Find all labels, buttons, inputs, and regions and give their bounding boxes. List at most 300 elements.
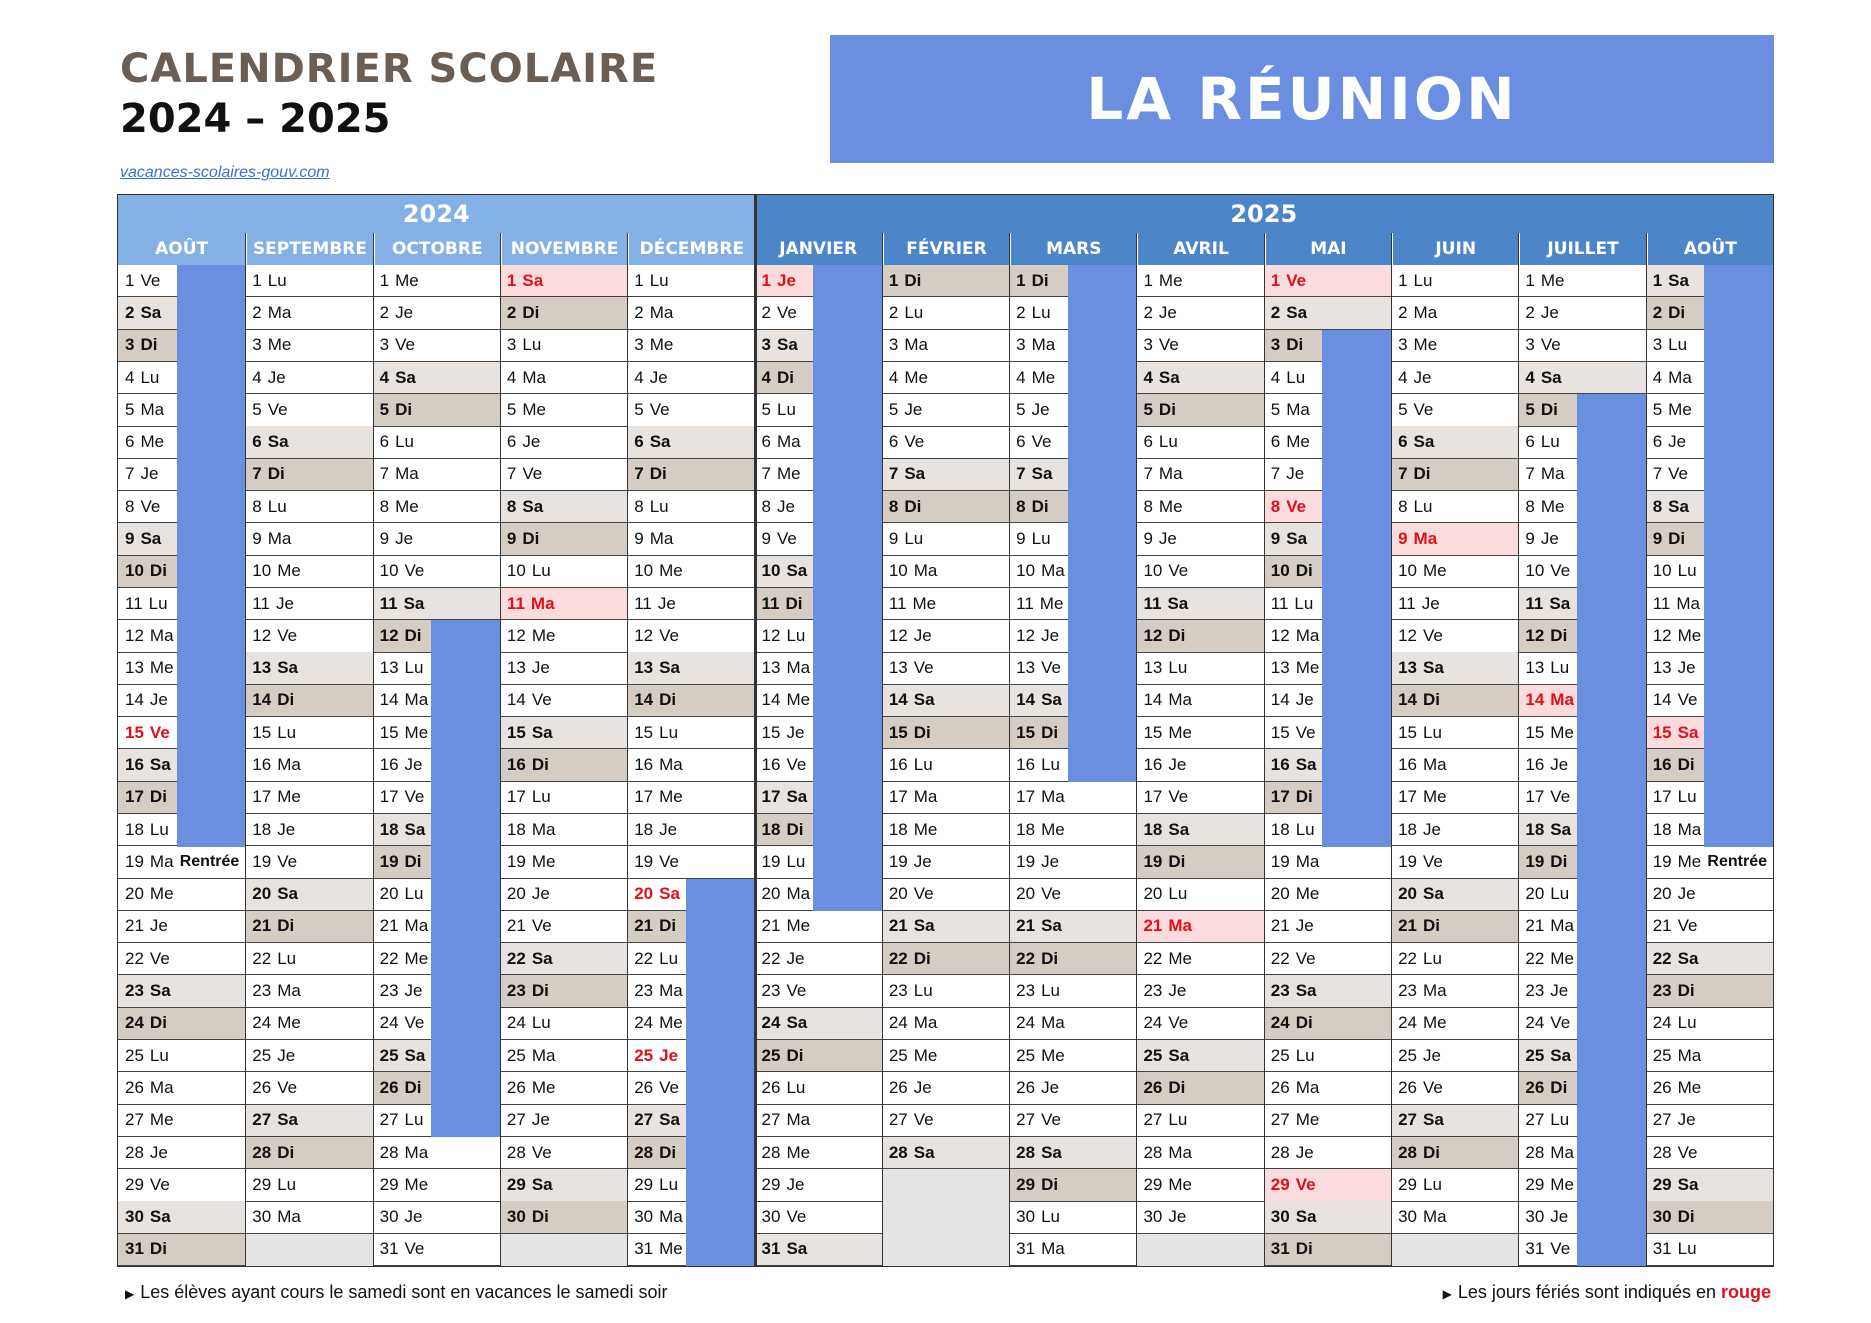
day-name: Ve	[149, 722, 170, 742]
month-header: DÉCEMBRE	[627, 233, 754, 265]
month-header: JUILLET	[1518, 233, 1645, 265]
day-cell	[245, 1105, 372, 1137]
day-number: 24	[1143, 1013, 1163, 1033]
day-number: 9	[252, 529, 262, 548]
day-number: 15	[1525, 722, 1545, 742]
day-number: 11	[379, 593, 398, 613]
day-number: 23	[1525, 981, 1545, 1001]
day-cell	[1136, 1040, 1263, 1072]
day-number: 24	[1652, 1013, 1672, 1033]
day-cell	[1136, 846, 1263, 878]
day-cell	[1136, 1137, 1263, 1169]
day-cell	[1264, 879, 1391, 911]
day-name: Sa	[1677, 948, 1699, 968]
vacation-bar	[1704, 556, 1773, 589]
day-number: 15	[761, 722, 781, 742]
day-name: Me	[277, 1013, 301, 1033]
day-name: Me	[777, 464, 801, 484]
day-cell	[118, 297, 177, 329]
day-cell	[1646, 297, 1705, 329]
day-cell	[1646, 749, 1705, 781]
day-cell	[882, 330, 1009, 362]
day-number: 12	[888, 625, 908, 645]
vacation-bar	[813, 717, 882, 750]
vacation-bar	[686, 1169, 755, 1202]
day-cell	[1136, 523, 1263, 555]
day-cell	[882, 523, 1009, 555]
day-cell	[1646, 491, 1705, 523]
vacation-bar	[813, 749, 882, 782]
day-name: Lu	[522, 335, 542, 355]
day-name: Me	[913, 819, 938, 839]
vacation-bar	[1704, 297, 1773, 330]
day-name: Ve	[140, 270, 161, 290]
day-number: 12	[379, 625, 399, 645]
day-name: Sa	[403, 593, 425, 613]
day-number: 1	[506, 270, 517, 290]
day-name: Ma	[786, 658, 811, 678]
day-number: 24	[506, 1013, 526, 1033]
day-number: 26	[1652, 1077, 1672, 1097]
day-cell	[1646, 1105, 1773, 1137]
day-name: Di	[149, 787, 167, 807]
vacation-bar	[1577, 459, 1646, 492]
day-number: 16	[506, 755, 526, 775]
title-block	[120, 46, 658, 142]
day-name: Lu	[267, 270, 287, 290]
vacation-bar	[813, 814, 882, 847]
day-name: Ma	[277, 1207, 301, 1227]
day-number: 9	[761, 529, 771, 548]
day-cell	[118, 879, 245, 911]
day-cell	[755, 749, 814, 781]
day-name: Ve	[786, 981, 807, 1001]
day-name: Lu	[404, 1110, 424, 1130]
day-name: Ma	[395, 464, 419, 484]
day-name: Je	[267, 367, 286, 387]
day-name: Lu	[1031, 529, 1051, 548]
day-cell	[1518, 975, 1577, 1007]
day-name: Me	[659, 1239, 683, 1259]
day-name: Ma	[1031, 335, 1056, 355]
day-cell	[1009, 265, 1068, 297]
day-number: 23	[506, 981, 526, 1001]
day-cell	[1646, 1040, 1773, 1072]
day-number: 19	[888, 851, 908, 871]
day-number: 2	[1525, 302, 1535, 322]
day-cell	[118, 1008, 245, 1040]
day-name: Ve	[777, 529, 797, 548]
day-cell	[755, 394, 814, 426]
day-number: 1	[125, 270, 135, 290]
day-name: Di	[1295, 561, 1313, 581]
day-number: 23	[1016, 981, 1036, 1001]
day-cell	[1136, 426, 1263, 458]
day-cell	[118, 394, 177, 426]
day-cell	[1264, 1072, 1391, 1104]
day-name: Sa	[1540, 367, 1562, 387]
day-cell	[118, 685, 177, 717]
vacation-bar	[1322, 523, 1391, 556]
day-number: 8	[634, 496, 644, 516]
day-cell	[1009, 362, 1068, 394]
vacation-bar	[1068, 685, 1137, 718]
day-name: Sa	[1158, 367, 1180, 387]
day-name: Sa	[1668, 270, 1689, 290]
day-number: 18	[888, 819, 908, 839]
day-name: Ma	[1413, 302, 1438, 322]
day-number: 8	[888, 496, 899, 516]
day-cell	[245, 717, 372, 749]
day-cell	[755, 588, 814, 620]
column-divider	[500, 233, 501, 1266]
vacation-bar	[1322, 652, 1391, 685]
day-number: 10	[1525, 561, 1545, 581]
vacation-bar	[686, 1137, 755, 1170]
day-cell	[1136, 814, 1263, 846]
day-cell	[1136, 782, 1263, 814]
day-number: 11	[1525, 593, 1544, 613]
day-name: Ma	[1295, 851, 1320, 871]
day-number: 10	[1016, 561, 1036, 581]
day-cell	[373, 1169, 500, 1201]
day-number: 17	[888, 787, 908, 807]
day-number: 15	[1398, 722, 1417, 742]
vacation-bar	[1577, 652, 1646, 685]
vacation-bar	[1577, 846, 1646, 879]
vacation-bar	[1068, 330, 1137, 363]
day-number: 29	[379, 1174, 399, 1194]
day-cell	[118, 491, 177, 523]
day-cell	[882, 426, 1009, 458]
day-number: 30	[1143, 1207, 1163, 1227]
vacation-bar	[1577, 523, 1646, 556]
day-cell	[245, 265, 372, 297]
day-cell	[882, 652, 1009, 684]
day-name: Ve	[1041, 658, 1061, 678]
day-name: Lu	[1168, 1110, 1188, 1130]
day-name: Di	[1168, 851, 1186, 871]
day-name: Me	[395, 270, 419, 290]
day-cell	[1518, 426, 1577, 458]
day-number: 9	[1016, 529, 1026, 548]
day-cell	[1646, 782, 1705, 814]
day-number: 12	[634, 625, 654, 645]
column-divider	[1009, 233, 1010, 1266]
day-cell	[1391, 394, 1518, 426]
day-name: Je	[1421, 593, 1440, 613]
day-cell	[1518, 943, 1577, 975]
day-cell	[627, 879, 686, 911]
day-cell	[500, 846, 627, 878]
day-cell	[1009, 911, 1136, 943]
day-name: Je	[395, 302, 414, 322]
day-name: Lu	[659, 1174, 679, 1194]
day-name: Lu	[659, 948, 679, 968]
vacation-bar	[1068, 620, 1137, 653]
day-cell	[373, 685, 432, 717]
day-number: 22	[125, 948, 144, 968]
day-cell	[500, 1072, 627, 1104]
day-cell	[245, 975, 372, 1007]
day-name: Lu	[149, 1045, 169, 1065]
day-cell	[1136, 749, 1263, 781]
day-number: 9	[1270, 529, 1281, 548]
day-number: 18	[379, 819, 399, 839]
vacation-bar	[431, 1008, 500, 1041]
day-name: Di	[277, 1142, 295, 1162]
vacation-bar	[1068, 491, 1137, 524]
vacation-bar	[1704, 394, 1773, 427]
day-name: Lu	[1295, 1045, 1315, 1065]
day-name: Ve	[277, 851, 298, 871]
day-cell	[1009, 297, 1068, 329]
vacation-bar	[1577, 1169, 1646, 1202]
footer-right-text: Les jours fériés sont indiqués en	[1457, 1282, 1721, 1302]
day-name: Ma	[913, 787, 938, 807]
day-name: Di	[404, 625, 422, 645]
day-cell	[1264, 975, 1391, 1007]
day-cell	[627, 426, 754, 458]
day-name: Ve	[1422, 625, 1443, 645]
day-number: 5	[1398, 399, 1408, 419]
day-cell	[1391, 426, 1518, 458]
day-number: 21	[252, 916, 272, 936]
vacation-bar	[686, 943, 755, 976]
day-cell	[1646, 362, 1705, 394]
day-name: Di	[277, 916, 295, 936]
day-name: Di	[531, 981, 549, 1001]
day-cell	[1646, 523, 1705, 555]
day-cell	[882, 1072, 1009, 1104]
day-name: Ma	[149, 851, 174, 871]
day-name: Ma	[267, 302, 292, 322]
day-name: Ve	[659, 1077, 679, 1097]
day-number: 22	[1652, 948, 1672, 968]
day-number: 22	[1016, 948, 1036, 968]
day-name: Sa	[1295, 755, 1317, 775]
day-cell	[118, 846, 245, 878]
day-name: Sa	[149, 1207, 171, 1227]
day-number: 7	[888, 464, 899, 484]
day-number: 7	[634, 464, 644, 484]
day-number: 18	[761, 819, 781, 839]
day-name: Sa	[277, 658, 299, 678]
day-name: Lu	[1041, 755, 1060, 775]
day-number: 2	[1270, 302, 1281, 322]
vacation-bar	[1577, 491, 1646, 524]
day-name: Me	[140, 432, 165, 452]
day-cell	[1264, 846, 1391, 878]
day-name: Di	[786, 819, 804, 839]
day-cell	[882, 394, 1009, 426]
day-number: 13	[634, 658, 654, 678]
vacation-bar	[1577, 394, 1646, 427]
day-number: 4	[1270, 367, 1281, 387]
day-name: Me	[1039, 593, 1064, 613]
day-cell	[1646, 814, 1705, 846]
day-name: Sa	[1168, 819, 1190, 839]
day-cell	[1391, 879, 1518, 911]
day-name: Sa	[1677, 722, 1699, 742]
day-number: 6	[1016, 432, 1026, 452]
vacation-bar	[431, 1072, 500, 1105]
day-name: Me	[1158, 270, 1183, 290]
day-number: 19	[761, 851, 781, 871]
day-cell	[1646, 846, 1773, 878]
day-number: 27	[1143, 1110, 1163, 1130]
vacation-bar	[177, 749, 246, 782]
day-name: Lu	[140, 367, 160, 387]
day-name: Di	[649, 464, 667, 484]
day-number: 21	[1143, 916, 1163, 936]
month-header: JUIN	[1391, 233, 1518, 265]
site-link[interactable]: vacances-scolaires-gouv.com	[120, 164, 330, 181]
day-number: 5	[252, 399, 262, 419]
day-cell	[627, 749, 754, 781]
day-name: Je	[657, 593, 676, 613]
day-name: Sa	[1041, 1142, 1062, 1162]
triangle-right-icon: ▶	[125, 1287, 135, 1301]
day-name: Ma	[149, 625, 174, 645]
day-number: 15	[1270, 722, 1290, 742]
day-name: Me	[531, 1077, 556, 1097]
day-cell	[882, 491, 1009, 523]
day-name: Me	[531, 625, 556, 645]
day-number: 23	[252, 981, 272, 1001]
day-cell	[118, 975, 245, 1007]
day-number: 11	[761, 593, 780, 613]
day-number: 28	[888, 1142, 908, 1162]
day-cell	[245, 1008, 372, 1040]
day-number: 19	[252, 851, 272, 871]
day-cell	[1646, 265, 1705, 297]
day-number: 5	[1016, 399, 1026, 419]
day-number: 19	[1398, 851, 1417, 871]
day-name: Di	[659, 690, 677, 710]
day-cell	[1391, 362, 1518, 394]
day-number: 25	[1143, 1045, 1163, 1065]
day-cell	[1391, 1137, 1518, 1169]
day-name: Me	[1041, 1045, 1065, 1065]
vacation-bar	[813, 652, 882, 685]
day-cell	[373, 394, 500, 426]
day-cell	[373, 523, 500, 555]
day-name: Ve	[786, 755, 807, 775]
day-number: 30	[1270, 1207, 1290, 1227]
day-cell	[755, 782, 814, 814]
day-name: Lu	[1540, 432, 1560, 452]
day-number: 5	[761, 399, 771, 419]
vacation-bar	[1704, 426, 1773, 459]
vacation-bar	[1704, 685, 1773, 718]
vacation-bar	[431, 911, 500, 944]
day-number: 4	[1016, 367, 1026, 387]
day-name: Lu	[277, 1174, 297, 1194]
day-number: 2	[125, 302, 135, 322]
day-number: 2	[252, 302, 262, 322]
day-cell	[1264, 394, 1323, 426]
rentree-label: Rentrée	[179, 852, 240, 870]
day-name: Di	[1041, 1174, 1059, 1194]
day-name: Ve	[531, 1142, 552, 1162]
vacation-bar	[431, 846, 500, 879]
day-cell	[1136, 975, 1263, 1007]
day-number: 8	[379, 496, 390, 516]
empty-day-cell	[1391, 1234, 1518, 1266]
day-cell	[1646, 556, 1705, 588]
day-name: Ma	[904, 335, 928, 355]
day-number: 31	[634, 1239, 654, 1259]
vacation-bar	[1322, 426, 1391, 459]
day-name: Di	[1158, 399, 1176, 419]
day-name: Ve	[904, 432, 925, 452]
day-number: 17	[1143, 787, 1163, 807]
column-divider	[754, 195, 757, 1266]
day-cell	[245, 1040, 372, 1072]
day-cell	[755, 685, 814, 717]
vacation-bar	[431, 782, 500, 815]
day-number: 21	[506, 916, 526, 936]
day-number: 25	[125, 1045, 144, 1065]
day-cell	[1518, 1105, 1577, 1137]
day-number: 26	[634, 1077, 654, 1097]
day-name: Je	[522, 432, 541, 452]
day-number: 22	[1398, 948, 1417, 968]
day-number: 30	[379, 1207, 399, 1227]
day-name: Sa	[786, 787, 808, 807]
day-number: 5	[379, 399, 390, 419]
day-number: 19	[1652, 851, 1672, 871]
day-cell	[1264, 652, 1323, 684]
day-cell	[627, 394, 754, 426]
day-cell	[1009, 1137, 1136, 1169]
vacation-bar	[1704, 749, 1773, 782]
day-number: 7	[1652, 464, 1663, 484]
day-name: Me	[1295, 1110, 1320, 1130]
day-cell	[1009, 717, 1068, 749]
vacation-bar	[177, 491, 246, 524]
day-number: 16	[1398, 755, 1417, 775]
vacation-bar	[177, 523, 246, 556]
day-number: 3	[1525, 335, 1535, 355]
day-name: Lu	[1677, 561, 1697, 581]
column-divider	[1391, 233, 1392, 1266]
day-cell	[245, 879, 372, 911]
day-cell	[500, 911, 627, 943]
day-name: Ma	[531, 1045, 556, 1065]
vacation-bar	[177, 685, 246, 718]
day-name: Me	[1540, 270, 1565, 290]
day-number: 20	[1652, 884, 1672, 904]
day-number: 23	[1143, 981, 1163, 1001]
vacation-bar	[1068, 459, 1137, 492]
day-number: 4	[1398, 367, 1408, 387]
vacation-bar	[1068, 556, 1137, 589]
day-number: 21	[761, 916, 781, 936]
vacation-bar	[686, 1008, 755, 1041]
day-number: 24	[1398, 1013, 1417, 1033]
day-number: 23	[379, 981, 399, 1001]
day-number: 13	[1143, 658, 1163, 678]
day-name: Me	[149, 1110, 174, 1130]
day-name: Lu	[148, 593, 168, 613]
day-cell	[1009, 1169, 1136, 1201]
day-name: Je	[1158, 529, 1177, 548]
day-name: Je	[1168, 981, 1187, 1001]
day-name: Ve	[1168, 1013, 1189, 1033]
day-number: 31	[379, 1239, 399, 1259]
